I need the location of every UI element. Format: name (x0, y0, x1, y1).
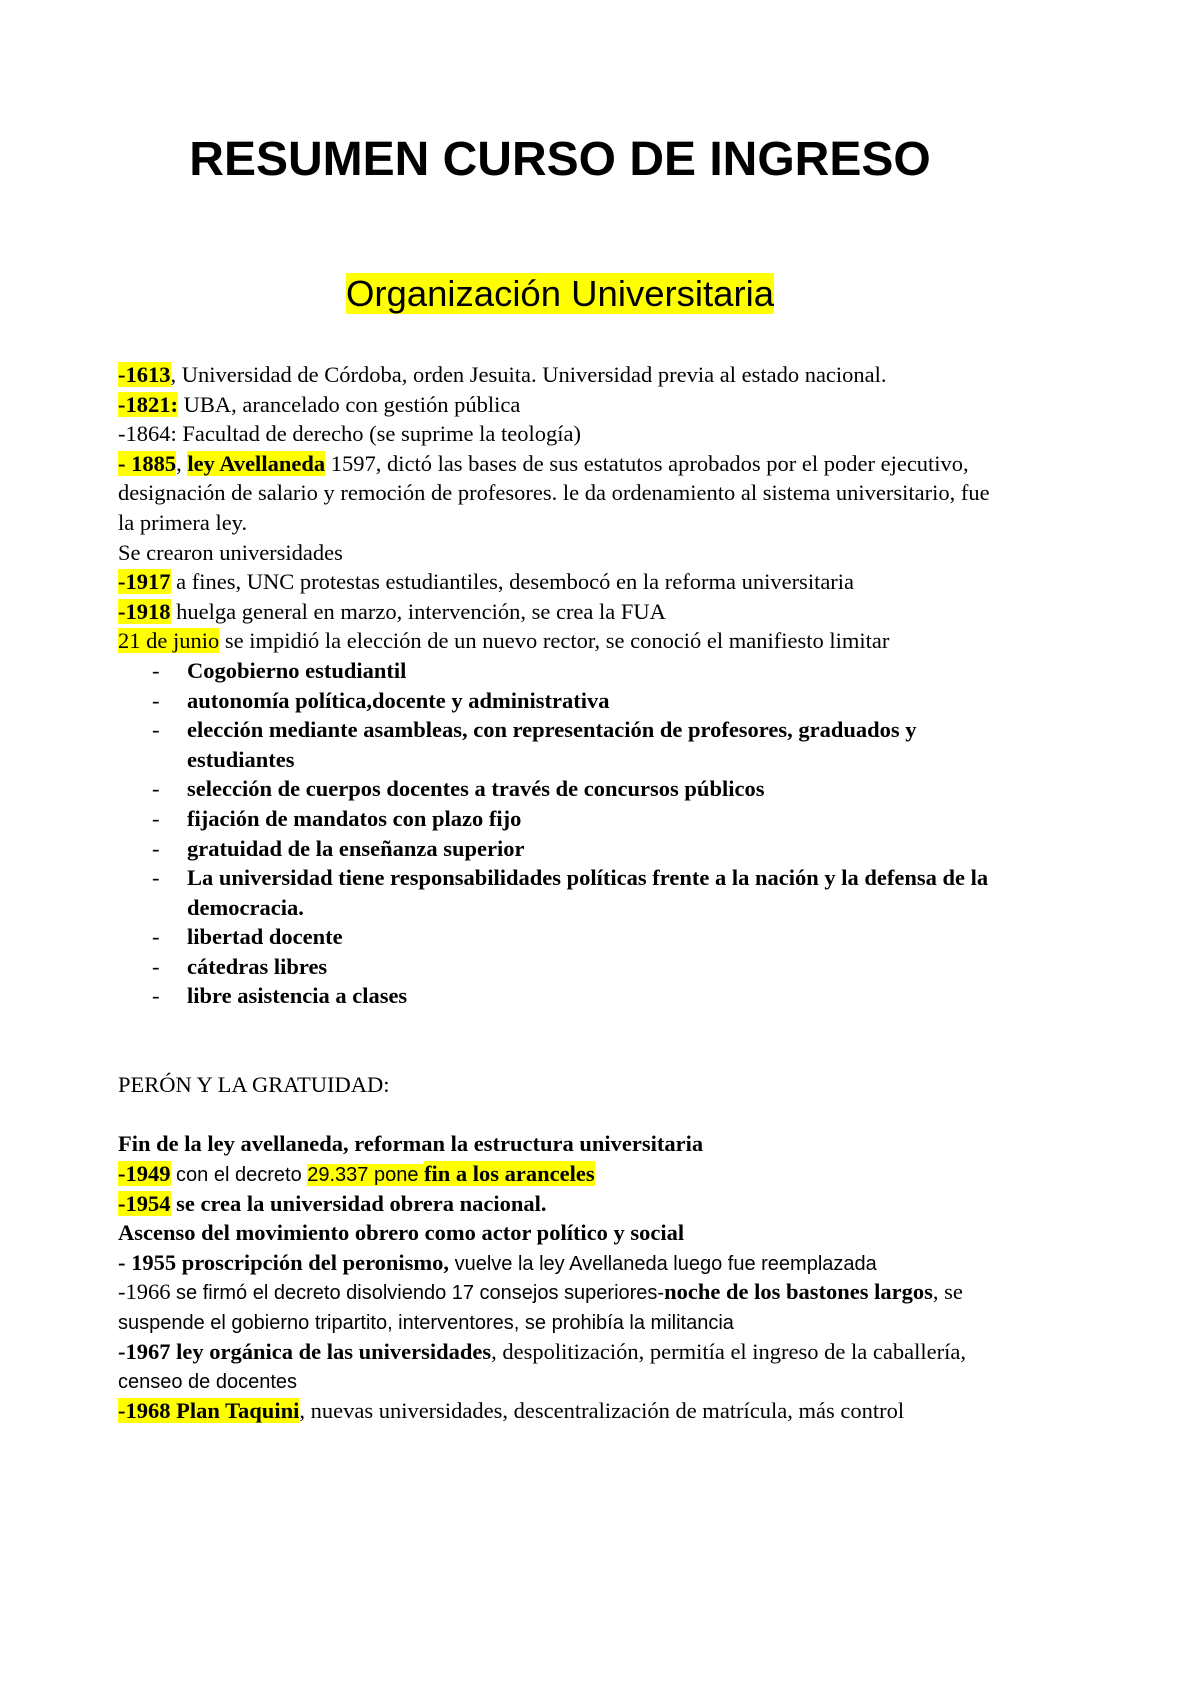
principle-item (118, 922, 1118, 952)
entry-1954 (118, 1189, 1118, 1219)
entry-1967-text-2: censeo de docentes (118, 1371, 298, 1394)
blank-line (118, 1011, 1118, 1041)
entry-1954-year: -1954 (118, 1190, 171, 1216)
principle-item-continuation (118, 893, 1118, 923)
section-heading-peron (118, 1070, 1118, 1100)
principle-text: Cogobierno estudiantil (187, 657, 407, 683)
entry-1885-year: - 1885 (118, 450, 177, 476)
entry-1917-text: a fines, UNC protestas estudiantiles, desembocó en la reforma universitaria (170, 569, 855, 595)
entry-1955 (118, 1248, 1118, 1278)
entry-1949-effect: fin a los aranceles (424, 1161, 595, 1187)
note-universidades (118, 538, 1118, 568)
section-heading-text: Organización Universitaria (345, 273, 775, 314)
entry-1918 (118, 597, 1118, 627)
list-bullet: - (152, 835, 160, 861)
principle-item (118, 981, 1118, 1011)
entry-1918-year: -1918 (118, 598, 171, 624)
document-title: RESUMEN CURSO DE INGRESO (189, 133, 931, 186)
note-text: Se crearon universidades (118, 539, 343, 565)
entry-1885-text-3: la primera ley. (118, 509, 248, 535)
entry-21-junio (118, 626, 1118, 656)
principle-item (118, 863, 1118, 893)
entry-1885-text-1: 1597, dictó las bases de sus estatutos aprobados por el poder ejecutivo, (325, 450, 969, 476)
entry-1955-text: vuelve la ley Avellaneda luego fue reemplazada (449, 1252, 877, 1275)
list-bullet: - (152, 983, 160, 1009)
list-bullet: - (152, 717, 160, 743)
entry-1949-year: -1949 (118, 1161, 171, 1187)
principle-text: fijación de mandatos con plazo fijo (187, 805, 522, 831)
entry-1966-year: -1966 (118, 1279, 171, 1305)
entry-1918-text: huelga general en marzo, intervención, se crea la FUA (170, 598, 666, 624)
entry-1885-line-2 (118, 478, 1118, 508)
entry-1954-text: se crea la universidad obrera nacional. (170, 1190, 547, 1216)
entry-1968-text: , nuevas universidades, descentralización de matrícula, más control (299, 1397, 905, 1423)
entry-1917 (118, 567, 1118, 597)
entry-1864-text: : Facultad de derecho (se suprime la teología) (170, 421, 581, 447)
entry-1955-lead: - 1955 proscripción del peronismo, (118, 1249, 450, 1275)
entry-1885-law: ley Avellaneda (187, 450, 326, 476)
principle-item (118, 715, 1118, 745)
section-heading-peron-text: PERÓN Y LA GRATUIDAD: (118, 1072, 390, 1098)
entry-1885-line-3 (118, 508, 1118, 538)
entry-1613-year: -1613 (118, 362, 171, 387)
list-bullet: - (152, 776, 160, 802)
principle-text: La universidad tiene responsabilidades políticas frente a la nación y la defensa de la (187, 865, 989, 891)
entry-1821-text: UBA, arancelado con gestión pública (178, 391, 521, 417)
entry-1966-text: se firmó el decreto disolviendo 17 consejos superiores- (170, 1282, 665, 1305)
principle-text: autonomía política,docente y administrativa (187, 687, 610, 713)
entry-1966-text-2: suspende el gobierno tripartito, interventores, se prohibía la militancia (118, 1312, 734, 1334)
entry-1968-lead: -1968 Plan Taquini (118, 1397, 300, 1423)
list-bullet: - (152, 953, 160, 979)
ascenso-movimiento-obrero (118, 1218, 1118, 1248)
entry-1917-year: -1917 (118, 569, 171, 595)
principle-text-continuation: estudiantes (187, 746, 295, 772)
list-bullet: - (152, 805, 160, 831)
principle-text-continuation: democracia. (187, 894, 304, 920)
blank-line (118, 1041, 1118, 1071)
principle-item (118, 686, 1118, 716)
principle-item (118, 952, 1118, 982)
principle-text: cátedras libres (187, 953, 328, 979)
entry-1966-line-2 (118, 1307, 1118, 1337)
principle-text: libertad docente (187, 924, 343, 950)
entry-1949 (118, 1159, 1118, 1189)
entry-1949-decree: 29.337 pone (307, 1164, 425, 1187)
entry-21-junio-text: se impidió la elección de un nuevo rector, se conoció el manifiesto limitar (219, 628, 890, 654)
entry-1967-lead: -1967 ley orgánica de las universidades (118, 1338, 492, 1364)
principle-text: selección de cuerpos docentes a través de concursos públicos (187, 776, 765, 802)
peron-intro (118, 1129, 1118, 1159)
principle-item (118, 804, 1118, 834)
principle-item (118, 774, 1118, 804)
entry-1967-line-1 (118, 1337, 1118, 1367)
blank-line (118, 1100, 1118, 1130)
entry-1821 (118, 390, 1118, 420)
entry-1966-tail: , se (932, 1279, 963, 1305)
entry-1864 (118, 419, 1118, 449)
list-bullet: - (152, 687, 160, 713)
entry-1613-text: , Universidad de Córdoba, orden Jesuita. Universidad previa al estado nacional. (170, 362, 887, 387)
principle-item (118, 834, 1118, 864)
entry-1967-line-2 (118, 1366, 1118, 1396)
entry-1885-line-1 (118, 449, 1118, 479)
entry-1613 (118, 360, 1118, 390)
peron-intro-text: Fin de la ley avellaneda, reforman la estructura universitaria (118, 1131, 704, 1157)
list-bullet: - (152, 865, 160, 891)
entry-1968 (118, 1396, 1118, 1426)
entry-1821-year: -1821: (118, 391, 178, 417)
entry-1966-event: noche de los bastones largos (664, 1279, 933, 1305)
entry-1967-text: , despolitización, permitía el ingreso de la caballería, (491, 1338, 966, 1364)
list-bullet: - (152, 657, 160, 683)
entry-1864-year: -1864 (118, 421, 171, 447)
section-heading-organizacion (118, 272, 1002, 316)
principle-text: elección mediante asambleas, con representación de profesores, graduados y (187, 717, 917, 743)
entry-21-junio-date: 21 de junio (118, 628, 220, 654)
document-body (118, 360, 1118, 1425)
ascenso-text: Ascenso del movimiento obrero como actor político y social (118, 1220, 685, 1246)
entry-1949-text: con el decreto (170, 1164, 308, 1187)
entry-1966-line-1 (118, 1277, 1118, 1307)
principle-item (118, 656, 1118, 686)
principle-item-continuation (118, 745, 1118, 775)
entry-1885-text-2: designación de salario y remoción de profesores. le da ordenamiento al sistema universitario, fue (118, 480, 990, 506)
list-bullet: - (152, 924, 160, 950)
entry-1885-separator: , (176, 450, 188, 476)
principle-text: gratuidad de la enseñanza superior (187, 835, 525, 861)
principle-text: libre asistencia a clases (187, 983, 408, 1009)
